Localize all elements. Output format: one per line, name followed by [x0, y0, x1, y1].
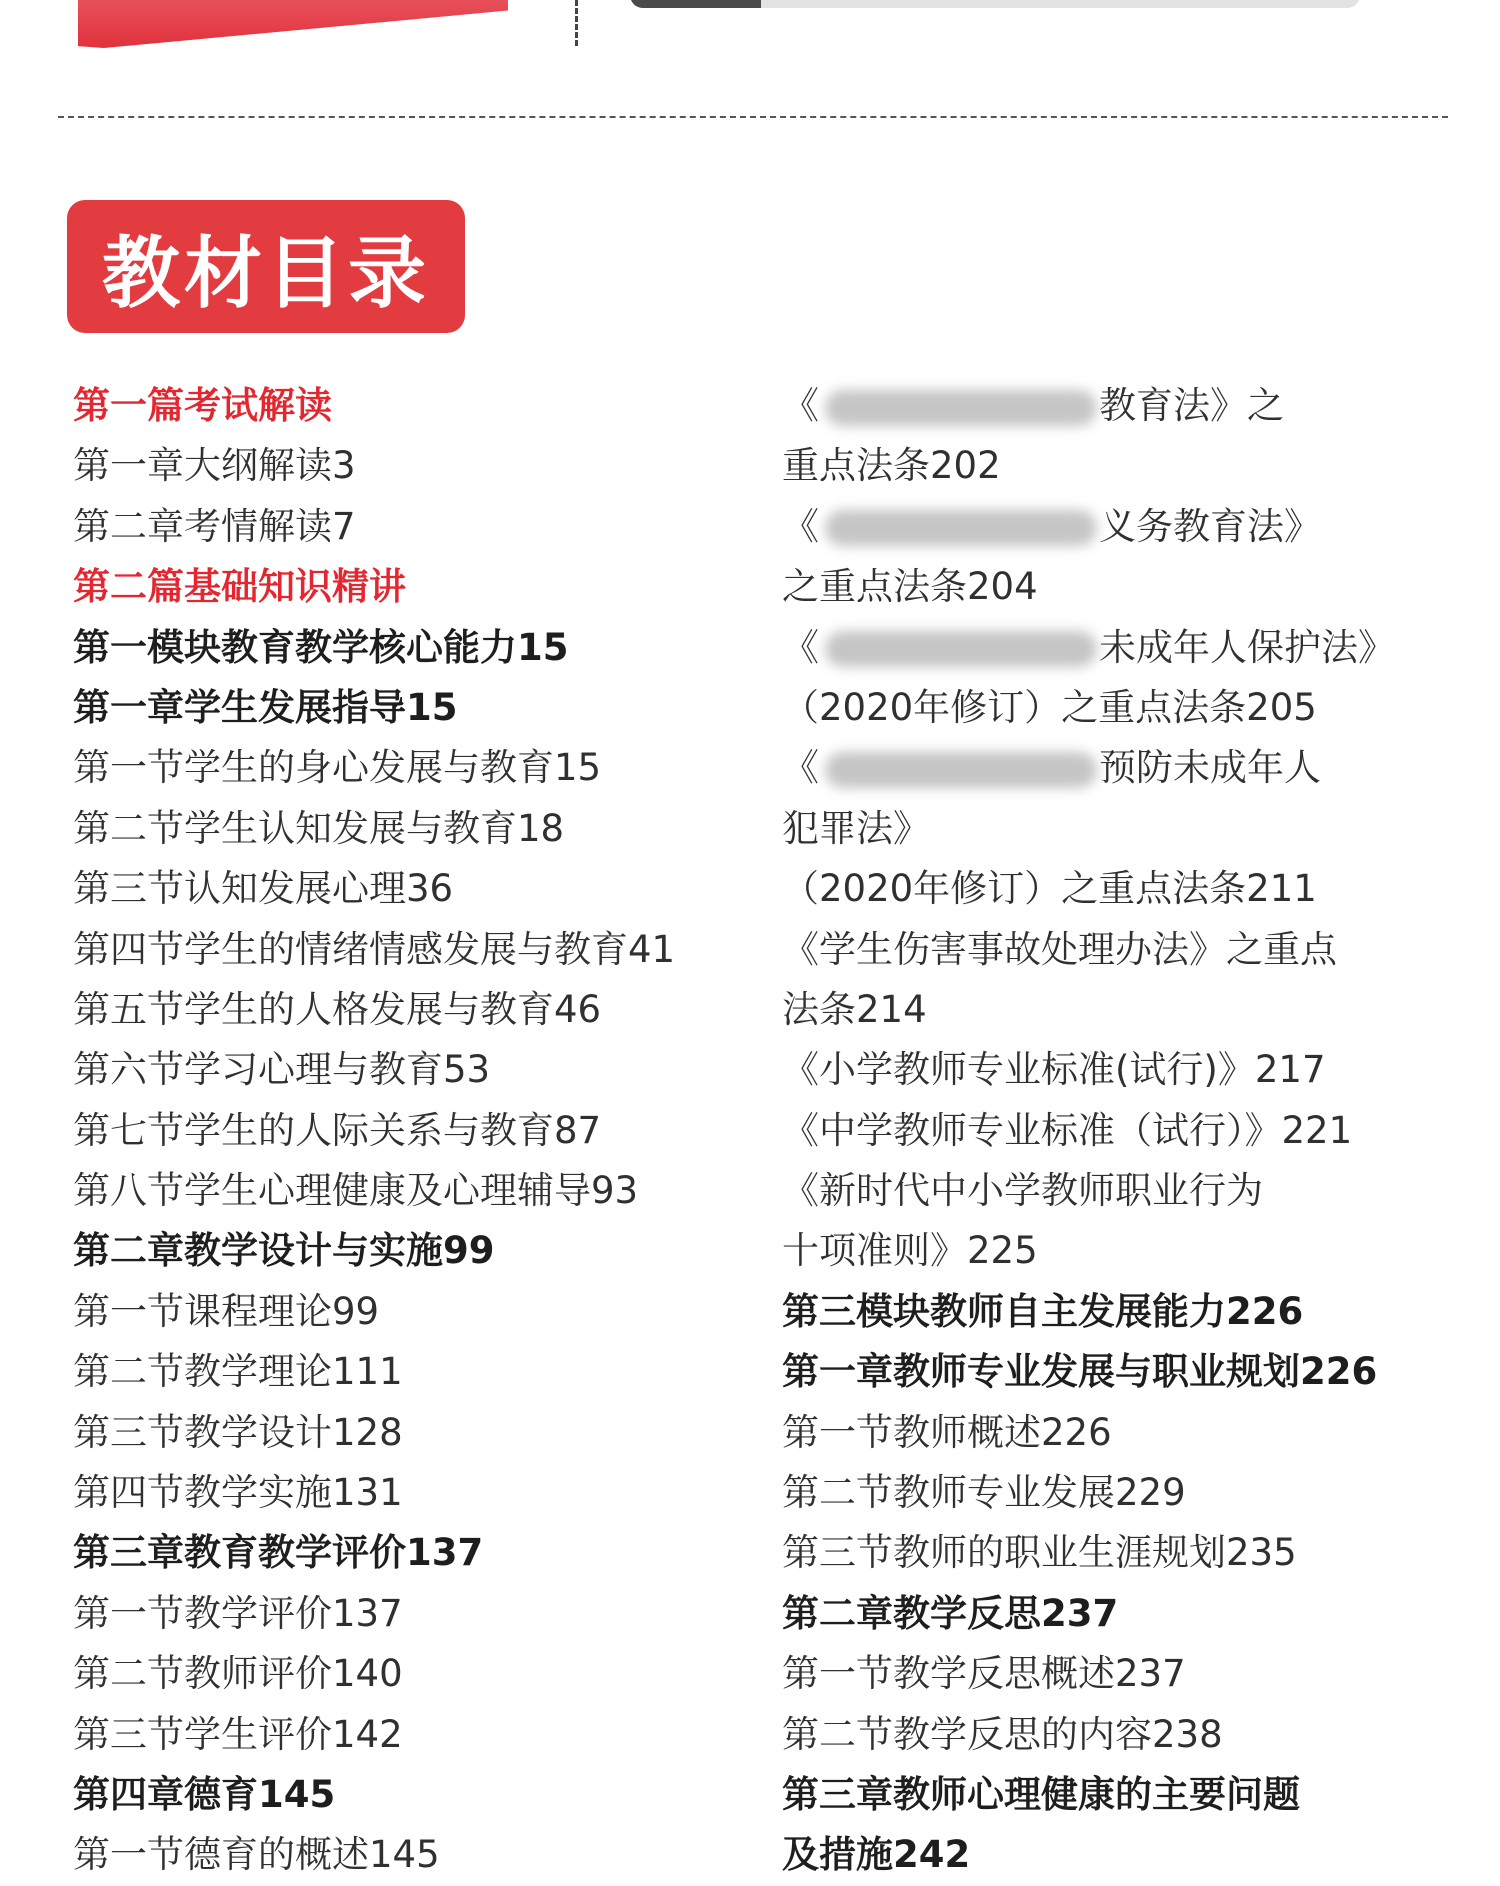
top-progress-bar-fill: [630, 0, 761, 8]
toc-entry-text: 第三节认知发展心理36: [73, 867, 454, 911]
toc-entry: [782, 376, 1462, 436]
toc-entry: [73, 618, 733, 678]
redacted-text: [825, 390, 1097, 426]
toc-entry-text: 第六节学习心理与教育53: [73, 1048, 491, 1092]
toc-entry: [782, 1282, 1462, 1342]
toc-left-column: [73, 376, 733, 1886]
toc-entry-text: 第一章教师专业发展与职业规划226: [782, 1350, 1378, 1394]
toc-entry-text: 第一节德育的概述145: [73, 1833, 440, 1877]
toc-entry: [73, 1825, 733, 1885]
top-progress-bar: [630, 0, 1360, 8]
toc-right-column: [782, 376, 1462, 1886]
toc-entry: [73, 1161, 733, 1221]
toc-entry-text: 第二节教学反思的内容238: [782, 1712, 1223, 1756]
redacted-text: [825, 752, 1097, 788]
toc-entry-text: 第三节教师的职业生涯规划235: [782, 1531, 1297, 1575]
toc-entry-text: 第二节教师评价140: [73, 1652, 403, 1696]
toc-entry: [73, 1040, 733, 1100]
toc-entry: [782, 799, 1462, 859]
toc-entry: [782, 678, 1462, 738]
toc-entry-text: 《小学教师专业标准(试行)》217: [782, 1048, 1326, 1092]
toc-entry-text: 第一章大纲解读3: [73, 444, 356, 488]
toc-entry-text: 十项准则》225: [782, 1229, 1038, 1273]
toc-entry-text: 第二节教学理论111: [73, 1350, 403, 1394]
vertical-dashed-divider: [575, 0, 578, 46]
toc-entry: [782, 1342, 1462, 1402]
toc-entry: [782, 859, 1462, 919]
toc-entry: [73, 1342, 733, 1402]
toc-entry: [73, 1403, 733, 1463]
toc-entry: [73, 1765, 733, 1825]
toc-entry-text: 法条214: [782, 987, 927, 1031]
toc-entry: [73, 1463, 733, 1523]
toc-entry: [782, 557, 1462, 617]
toc-entry: [73, 1523, 733, 1583]
toc-entry: [782, 1403, 1462, 1463]
toc-entry-text: 《新时代中小学教师职业行为: [782, 1169, 1263, 1213]
toc-entry: [782, 436, 1462, 496]
toc-entry: [782, 920, 1462, 980]
toc-entry-text: 第一模块教育教学核心能力15: [73, 625, 569, 669]
toc-entry-text: 第一章学生发展指导15: [73, 685, 458, 729]
toc-entry: [782, 497, 1462, 557]
toc-entry-text: 第一节教学反思概述237: [782, 1652, 1186, 1696]
toc-entry: [73, 1584, 733, 1644]
toc-entry-text: 第一节教师概述226: [782, 1410, 1112, 1454]
toc-entry-text: 第四章德育145: [73, 1772, 336, 1816]
toc-entry-prefix: 《: [782, 384, 819, 427]
toc-entry-text: 第一节学生的身心发展与教育15: [73, 746, 602, 790]
toc-entry: [73, 980, 733, 1040]
toc-entry: [782, 1705, 1462, 1765]
toc-entry: [782, 980, 1462, 1040]
toc-entry: [782, 618, 1462, 678]
toc-entry: [73, 678, 733, 738]
toc-entry-text: 未成年人保护法》: [1099, 625, 1395, 669]
toc-entry-text: 重点法条202: [782, 444, 1001, 488]
toc-entry: [782, 738, 1462, 798]
toc-entry-text: 教育法》之: [1099, 384, 1284, 427]
toc-entry: [73, 920, 733, 980]
section-title: 教材目录: [101, 228, 430, 319]
toc-entry: [73, 1221, 733, 1281]
toc-entry: [782, 1584, 1462, 1644]
toc-entry-text: （2020年修订）之重点法条211: [782, 867, 1317, 911]
toc-entry-text: 第四节学生的情绪情感发展与教育41: [73, 927, 676, 971]
toc-entry-text: 犯罪法》: [782, 806, 930, 850]
toc-entry: [782, 1644, 1462, 1704]
toc-entry: [73, 738, 733, 798]
toc-entry-text: 第一篇考试解读: [73, 384, 332, 427]
toc-entry: [73, 1705, 733, 1765]
toc-entry-prefix: 《: [782, 746, 819, 790]
toc-entry-text: 第三模块教师自主发展能力226: [782, 1289, 1304, 1333]
toc-entry-text: 第三节学生评价142: [73, 1712, 403, 1756]
toc-entry-text: 第一节课程理论99: [73, 1289, 380, 1333]
dashed-divider: [58, 116, 1448, 118]
toc-entry-text: 及措施242: [782, 1833, 971, 1877]
toc-entry-text: 义务教育法》: [1099, 504, 1321, 548]
toc-entry-text: 第三章教育教学评价137: [73, 1531, 484, 1575]
toc-entry-text: 第二章考情解读7: [73, 504, 356, 548]
redacted-text: [825, 631, 1097, 667]
toc-entry-text: 第二章教学设计与实施99: [73, 1229, 495, 1273]
toc-entry-text: 第二节教师专业发展229: [782, 1471, 1186, 1515]
toc-entry-text: （2020年修订）之重点法条205: [782, 685, 1317, 729]
section-title-badge: [67, 200, 465, 333]
toc-entry-text: 第七节学生的人际关系与教育87: [73, 1108, 602, 1152]
toc-entry: [73, 1282, 733, 1342]
toc-entry-text: 第二篇基础知识精讲: [73, 565, 406, 609]
toc-entry-text: 第四节教学实施131: [73, 1471, 403, 1515]
toc-entry: [782, 1040, 1462, 1100]
toc-entry-prefix: 《: [782, 625, 819, 669]
toc-entry: [73, 799, 733, 859]
toc-entry: [73, 376, 733, 436]
toc-entry: [73, 1101, 733, 1161]
toc-entry-text: 第二节学生认知发展与教育18: [73, 806, 565, 850]
toc-entry-text: 《学生伤害事故处理办法》之重点: [782, 927, 1337, 971]
redacted-text: [825, 510, 1097, 546]
toc-entry-text: 第八节学生心理健康及心理辅导93: [73, 1169, 639, 1213]
toc-entry-text: 预防未成年人: [1099, 746, 1321, 790]
toc-entry: [782, 1221, 1462, 1281]
book-cover-fragment: [78, 0, 508, 48]
toc-entry: [73, 859, 733, 919]
toc-entry-text: 第二章教学反思237: [782, 1591, 1119, 1635]
toc-entry: [782, 1523, 1462, 1583]
toc-entry-prefix: 《: [782, 504, 819, 548]
toc-entry: [782, 1101, 1462, 1161]
toc-entry: [73, 497, 733, 557]
toc-entry-text: 之重点法条204: [782, 565, 1038, 609]
toc-entry-text: 第五节学生的人格发展与教育46: [73, 987, 602, 1031]
toc-entry: [73, 557, 733, 617]
toc-entry: [73, 1644, 733, 1704]
toc-entry-text: 《中学教师专业标准（试行）》221: [782, 1108, 1353, 1152]
toc-entry-text: 第三节教学设计128: [73, 1410, 403, 1454]
toc-entry: [73, 436, 733, 496]
toc-entry: [782, 1825, 1462, 1885]
toc-entry: [782, 1765, 1462, 1825]
toc-entry: [782, 1161, 1462, 1221]
toc-entry: [782, 1463, 1462, 1523]
toc-entry-text: 第三章教师心理健康的主要问题: [782, 1772, 1300, 1816]
toc-entry-text: 第一节教学评价137: [73, 1591, 403, 1635]
